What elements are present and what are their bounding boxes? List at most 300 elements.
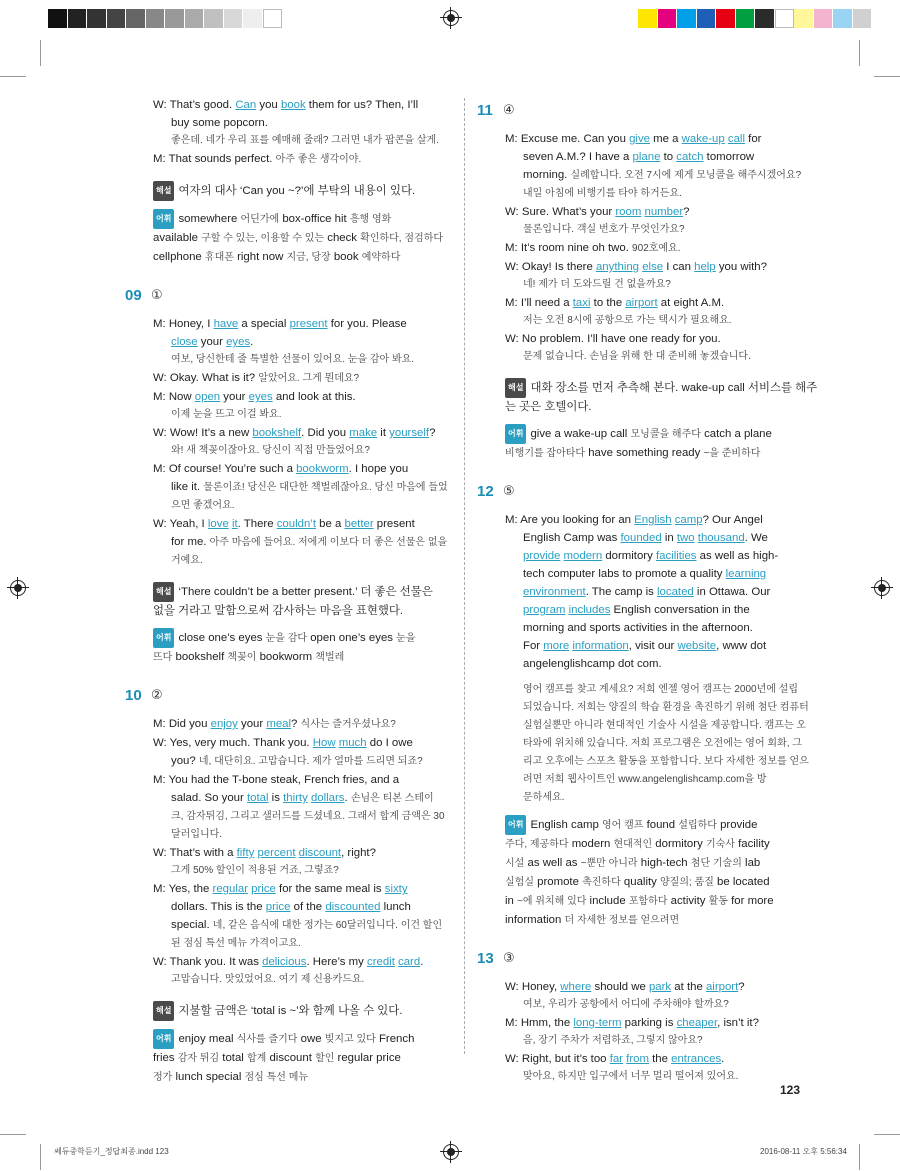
text-segment: special.: [171, 919, 213, 931]
text-segment: should we: [591, 981, 649, 993]
text-segment: box-office hit: [279, 213, 350, 225]
text-line: [153, 898, 463, 916]
text-segment: 여자의 대사 ‘Can you ~?’에 부탁의 내용이 있다.: [178, 185, 416, 197]
answer-explanation: [153, 582, 463, 620]
blank-answer-word: have: [213, 318, 239, 330]
korean-gloss: 활동: [708, 896, 728, 907]
calibration-swatch: [853, 9, 873, 28]
crop-mark: [859, 40, 860, 66]
color-calibration-bar: [638, 9, 872, 28]
text-line: [505, 619, 805, 637]
text-segment: W: That’s good.: [153, 99, 236, 111]
text-segment: include: [586, 895, 629, 907]
text-segment: ?: [683, 206, 690, 218]
dialogue: [153, 315, 463, 570]
blank-answer-word: founded: [620, 532, 662, 544]
text-line: [505, 637, 805, 655]
korean-gloss: 주다, 제공하다: [505, 839, 569, 850]
text-segment: modern: [568, 838, 614, 850]
text-segment: 맞아요, 하지만 입구에서 너무 멀리 떨어져 있어요.: [523, 1071, 739, 1082]
korean-gloss: 식사를 즐기다: [236, 1034, 298, 1045]
korean-gloss: 물론이죠! 당신은 대단한 책벌레잖아요. 당신 마음에 들었: [203, 482, 448, 493]
text-line: [505, 873, 805, 892]
blank-answer-word: airport: [705, 981, 739, 993]
text-segment: in: [661, 532, 677, 544]
text-segment: M: Are you looking for an: [505, 514, 635, 526]
text-line: [153, 424, 463, 442]
korean-gloss: 흥행 영화: [349, 214, 392, 225]
text-segment: , right?: [341, 847, 376, 859]
text-line: [505, 735, 805, 753]
korean-gloss: 구할 수 있는, 이용할 수 있는: [201, 233, 325, 244]
text-line: [153, 333, 463, 351]
korean-gloss: 첨단 기술의: [690, 858, 742, 869]
text-segment: ?: [291, 718, 301, 730]
blank-answer-word: book: [280, 99, 306, 111]
blank-answer-word: love: [207, 518, 229, 530]
korean-gloss: 손님은 티본 스테이: [350, 793, 434, 804]
text-line: [505, 601, 805, 619]
text-line: [153, 1001, 463, 1021]
question-number: 10: [125, 687, 142, 704]
calibration-swatch: [126, 9, 146, 28]
text-line: [153, 916, 463, 935]
korean-gloss: 예약하다: [361, 252, 401, 263]
text-segment: lunch: [380, 901, 411, 913]
korean-gloss: 실험실: [505, 877, 534, 888]
text-segment: 려면 저희 웹사이트인 www.angelenglishcamp.com을 방: [523, 774, 767, 785]
text-segment: 거예요.: [171, 555, 203, 566]
text-segment: M: You had the T-bone steak, French fries, and a: [153, 774, 400, 786]
korean-gloss: 책벌레: [315, 652, 345, 663]
text-line: [505, 203, 805, 221]
text-segment: . Did you: [301, 427, 350, 439]
korean-gloss: 촉진하다: [582, 877, 621, 888]
text-segment: right now: [233, 251, 287, 263]
text-line: [153, 862, 463, 880]
blank-answer-word: wake-up: [681, 133, 725, 145]
text-segment: W: Okay. What is it?: [153, 372, 259, 384]
text-segment: 실험실뿐만 아니라 현대적인 기술사 시설을 제공합니다. 캠프는 오: [523, 720, 807, 731]
blank-answer-word: Can: [235, 99, 257, 111]
korean-gloss: 빚지고 있다: [324, 1034, 376, 1045]
text-line: [153, 602, 463, 620]
blank-answer-word: sixty: [384, 883, 408, 895]
text-segment: bookworm: [256, 651, 316, 663]
text-segment: be a: [315, 518, 345, 530]
blank-answer-word: help: [694, 261, 716, 273]
calibration-swatch: [658, 9, 678, 28]
blank-answer-word: long-term: [573, 1017, 622, 1029]
text-segment: lunch special: [172, 1071, 245, 1083]
text-segment: 네! 제가 더 도와드릴 건 없을까요?: [523, 279, 671, 290]
crop-mark: [40, 1144, 41, 1170]
blank-answer-word: fifty: [236, 847, 255, 859]
text-segment: salad. So your: [171, 792, 247, 804]
calibration-swatch: [107, 9, 127, 28]
text-segment: 좋은데. 네가 우리 표를 예매해 줄래? 그러면 내가 팝콘을 살게.: [171, 135, 439, 146]
text-segment: M: It’s room nine oh two.: [505, 242, 633, 254]
text-segment: found: [643, 819, 679, 831]
text-segment: M: Yes, the: [153, 883, 213, 895]
text-segment: and look at this.: [272, 391, 356, 403]
text-segment: enjoy meal: [178, 1033, 237, 1045]
korean-gloss: 지금, 당장: [286, 252, 331, 263]
text-line: [153, 628, 463, 648]
korean-gloss: 아주 좋은 생각이야.: [275, 154, 362, 165]
korean-gloss: 할인: [315, 1053, 335, 1064]
text-segment: cellphone: [153, 251, 205, 263]
text-segment: discount: [266, 1052, 316, 1064]
blank-answer-word: located: [657, 586, 694, 598]
text-segment: bookshelf: [172, 651, 228, 663]
text-line: [505, 221, 805, 239]
blank-answer-word: percent: [257, 847, 296, 859]
text-segment: tomorrow: [703, 151, 755, 163]
text-segment: close one’s eyes: [178, 632, 266, 644]
blank-answer-word: present: [289, 318, 328, 330]
text-segment: your: [220, 391, 249, 403]
text-line: [153, 209, 463, 229]
text-line: [153, 388, 463, 406]
text-segment: .: [250, 336, 254, 348]
vocabulary-tag: 어휘: [505, 424, 526, 444]
calibration-swatch: [794, 9, 814, 28]
blank-answer-word: open: [194, 391, 221, 403]
text-segment: regular price: [334, 1052, 401, 1064]
calibration-swatch: [146, 9, 166, 28]
blank-answer-word: information: [572, 640, 629, 652]
text-line: [505, 911, 805, 930]
vocabulary-list: [153, 209, 463, 267]
text-segment: 내일 아침에 비행기를 타야 하거든요.: [523, 188, 682, 199]
text-segment: buy some popcorn.: [171, 117, 268, 129]
text-line: [153, 181, 463, 201]
text-line: [153, 582, 463, 602]
text-segment: a special: [238, 318, 290, 330]
text-segment: check: [324, 232, 361, 244]
text-line: [505, 330, 805, 348]
text-segment: to: [660, 151, 677, 163]
text-segment: .: [420, 956, 424, 968]
blank-answer-word: better: [344, 518, 374, 530]
korean-gloss: 어딘가에: [240, 214, 280, 225]
text-segment: 없을 거라고 말함으로써 감사하는 마음을 표현했다.: [153, 605, 404, 617]
blank-answer-word: yourself: [389, 427, 430, 439]
text-line: [153, 533, 463, 552]
calibration-swatch: [185, 9, 205, 28]
blank-answer-word: airport: [625, 297, 658, 309]
text-segment: English camp: [530, 819, 603, 831]
text-segment: you?: [171, 755, 199, 767]
text-segment: available: [153, 232, 202, 244]
blank-answer-word: call: [727, 133, 745, 145]
text-segment: 문제 없습니다. 손님을 위해 한 대 준비해 놓겠습니다.: [523, 351, 751, 362]
text-line: [153, 406, 463, 424]
calibration-swatch: [68, 9, 88, 28]
text-line: [505, 258, 805, 276]
text-segment: M: Honey, I: [153, 318, 214, 330]
text-line: [153, 880, 463, 898]
korean-gloss: 확인하다, 점검하다: [360, 233, 444, 244]
korean-gloss: 정가: [153, 1072, 173, 1083]
question-11: [477, 96, 818, 463]
text-segment: your: [197, 336, 227, 348]
korean-gloss: 눈을 감다: [265, 633, 308, 644]
text-segment: M: I’ll need a: [505, 297, 573, 309]
calibration-swatch: [736, 9, 756, 28]
blank-answer-word: environment: [523, 586, 586, 598]
crop-mark: [0, 76, 26, 77]
korean-gloss: 네, 대단히요. 고맙습니다. 제가 얼마를 드리면 되죠?: [198, 756, 423, 767]
text-segment: French: [375, 1033, 415, 1045]
text-segment: morning.: [523, 169, 571, 181]
text-segment: at the: [671, 981, 706, 993]
text-segment: M: Did you: [153, 718, 211, 730]
calibration-swatch: [243, 9, 263, 28]
blank-answer-word: make: [349, 427, 378, 439]
text-segment: it: [377, 427, 390, 439]
column-divider: [464, 98, 466, 1054]
text-segment: angelenglishcamp dot com.: [523, 658, 662, 670]
blank-answer-word: card: [398, 956, 421, 968]
calibration-swatch: [775, 9, 795, 28]
answer-explanation: [153, 1001, 463, 1021]
text-segment: M: Now: [153, 391, 195, 403]
dialogue: [505, 978, 805, 1086]
registration-mark-bottom: [443, 1144, 459, 1160]
blank-answer-word: How: [312, 737, 336, 749]
text-segment: activity: [667, 895, 709, 907]
blank-answer-word: includes: [568, 604, 611, 616]
text-segment: ‘There couldn’t be a better present.’ 더 좋은 선물은: [178, 586, 433, 598]
calibration-swatch: [677, 9, 697, 28]
text-segment: in Ottawa. Our: [693, 586, 771, 598]
text-segment: your: [237, 718, 267, 730]
text-segment: book: [330, 251, 362, 263]
text-line: [153, 478, 463, 497]
text-line: [505, 583, 805, 601]
text-segment: open one’s eyes: [307, 632, 397, 644]
blank-answer-word: dollars: [310, 792, 345, 804]
text-line: [505, 239, 805, 258]
text-segment: 리고 오후에는 스포츠 활동을 포함합니다. 보다 자세한 정보를 얻으: [523, 756, 809, 767]
text-line: [153, 715, 463, 734]
text-segment: fries: [153, 1052, 178, 1064]
text-line: [505, 1032, 805, 1050]
text-line: [153, 132, 463, 150]
text-line: [153, 96, 463, 114]
text-segment: M: Hmm, the: [505, 1017, 574, 1029]
blank-answer-word: close: [171, 336, 198, 348]
crop-mark: [40, 40, 41, 66]
text-segment: , isn’t it?: [717, 1017, 759, 1029]
blank-answer-word: anything: [595, 261, 640, 273]
calibration-swatch: [224, 9, 244, 28]
text-segment: you: [256, 99, 281, 111]
text-line: [505, 978, 805, 996]
text-line: [153, 460, 463, 478]
text-segment: you with?: [715, 261, 767, 273]
text-line: [153, 369, 463, 388]
text-segment: the: [648, 1053, 672, 1065]
text-segment: present: [373, 518, 415, 530]
text-line: [505, 854, 805, 873]
korean-gloss: 시설: [505, 858, 525, 869]
text-line: [505, 398, 805, 416]
text-segment: for me.: [171, 536, 210, 548]
korean-gloss: ~에 위치해 있다: [517, 896, 587, 907]
crop-mark: [874, 76, 900, 77]
text-line: [153, 971, 463, 989]
vocabulary-tag: 어휘: [505, 815, 526, 835]
text-segment: parking is: [621, 1017, 677, 1029]
left-column: [125, 96, 463, 1087]
text-segment: of the: [290, 901, 326, 913]
text-line: [153, 442, 463, 460]
text-segment: facility: [734, 838, 770, 850]
text-segment: give a wake-up call: [530, 428, 631, 440]
text-segment: have something ready: [585, 447, 704, 459]
blank-answer-word: entrances: [671, 1053, 722, 1065]
text-segment: morning and sports activities in the afternoon.: [523, 622, 753, 634]
text-line: [153, 789, 463, 808]
text-segment: . Here’s my: [306, 956, 367, 968]
crop-mark: [874, 1134, 900, 1135]
korean-gloss: 설립하다: [678, 820, 717, 831]
text-line: [505, 547, 805, 565]
blank-answer-word: room: [615, 206, 642, 218]
text-segment: for you. Please: [327, 318, 407, 330]
blank-answer-word: delicious: [262, 956, 307, 968]
blank-answer-word: regular: [212, 883, 248, 895]
footer-timestamp: 2016-08-11 오후 5:56:34: [760, 1147, 847, 1156]
text-segment: tech computer labs to promote a quality: [523, 568, 726, 580]
text-segment: I can: [663, 261, 695, 273]
text-line: [505, 424, 805, 444]
text-line: [153, 1068, 463, 1087]
text-line: [505, 378, 818, 398]
text-segment: dollars. This is the: [171, 901, 266, 913]
text-segment: 음, 장기 주차가 저렴하죠, 그렇지 않아요?: [523, 1035, 703, 1046]
text-segment: ?: [738, 981, 745, 993]
blank-answer-word: enjoy: [210, 718, 238, 730]
korean-gloss: 모닝콜을 해주다: [630, 429, 701, 440]
text-line: [505, 681, 805, 699]
text-line: [505, 511, 805, 529]
text-segment: .: [721, 1053, 725, 1065]
text-line: [505, 753, 809, 771]
text-line: [505, 1050, 805, 1068]
text-segment: 영어 캠프를 찾고 계세요? 저희 엔젤 영어 캠프는 2000년에 설립: [523, 684, 798, 695]
text-segment: information: [505, 914, 565, 926]
korean-gloss: 네, 같은 음식에 대한 정가는 60달러입니다. 이건 할인: [212, 920, 443, 931]
text-segment: total: [219, 1052, 247, 1064]
text-segment: provide: [716, 819, 758, 831]
text-line: [505, 892, 805, 911]
text-segment: 그게 50% 할인이 적용된 거죠, 그렇죠?: [171, 865, 339, 876]
text-segment: for more: [727, 895, 774, 907]
text-line: [505, 276, 805, 294]
text-segment: dormitory: [652, 838, 706, 850]
blank-answer-word: eyes: [248, 391, 273, 403]
text-line: [505, 148, 805, 166]
korean-gloss: 비행기를 잡아타다: [505, 448, 586, 459]
korean-gloss: 포함하다: [628, 896, 668, 907]
blank-answer-word: eyes: [226, 336, 251, 348]
blank-answer-word: catch: [676, 151, 704, 163]
text-segment: do I owe: [366, 737, 413, 749]
blank-answer-word: bookworm: [296, 463, 349, 475]
text-segment: M: Of course! You’re such a: [153, 463, 297, 475]
blank-answer-word: facilities: [655, 550, 697, 562]
vocabulary-list: [153, 628, 463, 667]
korean-gloss: 기숙사: [705, 839, 735, 850]
text-line: [505, 312, 805, 330]
korean-gloss: ~뿐만 아니라: [580, 858, 638, 869]
text-segment: at eight A.M.: [657, 297, 725, 309]
text-segment: catch a plane: [700, 428, 772, 440]
text-segment: 이제 눈을 뜨고 이걸 봐요.: [171, 409, 282, 420]
blank-answer-word: two: [676, 532, 695, 544]
korean-gloss: 아주 마음에 들어요. 저에게 이보다 더 좋은 선물은 없을: [209, 537, 448, 548]
text-segment: 저는 오전 8시에 공항으로 가는 택시가 필요해요.: [523, 315, 732, 326]
blank-answer-word: taxi: [572, 297, 591, 309]
translation: [505, 681, 809, 807]
blank-answer-word: much: [338, 737, 367, 749]
blank-answer-word: more: [543, 640, 570, 652]
text-segment: M: That sounds perfect.: [153, 153, 276, 165]
text-segment: 는 곳은 호텔이다.: [505, 401, 592, 413]
text-segment: 대화 장소를 먼저 추측해 본다. wake-up call 서비스를 해주: [530, 382, 818, 394]
text-segment: . There: [237, 518, 277, 530]
question-number: 11: [477, 102, 493, 119]
calibration-swatch: [716, 9, 736, 28]
crop-mark: [859, 1144, 860, 1170]
footer-file-label: 쎄듀중학듣기_정답최종.indd 123: [54, 1147, 169, 1156]
text-segment: 크, 감자튀김, 그리고 샐러드를 드셨네요. 그래서 합계 금액은 30: [171, 811, 445, 822]
text-line: [505, 789, 805, 807]
text-line: [153, 826, 463, 844]
text-line: [505, 771, 805, 789]
korean-gloss: 양질의; 품질: [660, 877, 714, 888]
blank-answer-word: camp: [674, 514, 703, 526]
vocabulary-tag: 어휘: [153, 628, 174, 648]
text-segment: like it.: [171, 481, 204, 493]
answer-explanation: [153, 181, 463, 201]
blank-answer-word: give: [629, 133, 650, 145]
text-line: [505, 185, 805, 203]
text-segment: 된 점심 특선 메뉴 가격이고요.: [171, 938, 301, 949]
text-segment: . The camp is: [585, 586, 658, 598]
text-segment: ? Our Angel: [702, 514, 763, 526]
text-segment: for the same meal is: [275, 883, 385, 895]
text-segment: W: Sure. What’s your: [505, 206, 616, 218]
blank-answer-word: thirty: [283, 792, 308, 804]
text-line: [505, 1068, 805, 1086]
korean-gloss: 더 자세한 정보를 얻으려면: [564, 915, 680, 926]
dialogue: [153, 96, 463, 169]
calibration-swatch: [48, 9, 68, 28]
question-number: 12: [477, 483, 494, 500]
text-segment: as well as: [524, 857, 581, 869]
text-line: [153, 734, 463, 752]
blank-answer-word: thousand: [697, 532, 745, 544]
blank-answer-word: discounted: [325, 901, 381, 913]
text-line: [505, 815, 805, 835]
korean-gloss: 휴대폰: [204, 252, 234, 263]
text-line: [153, 315, 463, 333]
